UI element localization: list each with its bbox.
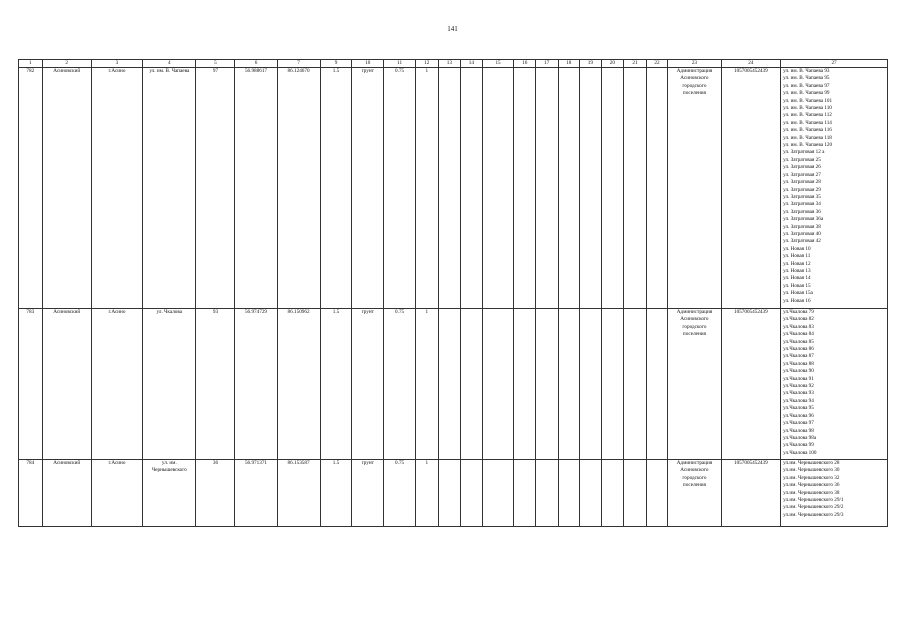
address-line: ул. Новая 16 [783,297,811,304]
address-line: ул.Чкалова 99 [783,442,814,449]
address-line: ул. им. В. Чапаева 95 [783,75,830,82]
table-row [19,68,888,309]
address-line: ул. им. В. Чапаева 120 [783,142,833,149]
cell-c15 [482,68,514,309]
cell-c9: 1.5 [320,460,352,527]
address-line: ул.Чкалова 98 [783,427,814,434]
cell-c11: 0.75 [384,309,416,460]
cell-line: Асиновского [680,75,709,82]
column-header: 10 [352,60,384,68]
cell-c5: 93 [196,309,235,460]
cell-c9: 1.5 [320,68,352,309]
address-line: ул.им. Чернышевского 29/2 [783,504,844,511]
column-header: 13 [438,60,461,68]
address-line: ул.Чкалова 95 [783,405,814,412]
data-table [18,59,888,527]
page-number: 141 [447,25,458,33]
cell-c21 [624,309,647,460]
cell-line: поселения [682,331,706,338]
address-line: ул. Новая 11 [783,253,811,260]
cell-c4: ул. им. В. Чапаева [143,68,196,309]
cell-c4 [143,460,196,527]
address-line: ул. Новая 10 [783,245,811,252]
cell-c1: 784 [19,460,43,527]
address-line: ул. Затратовая 28 [783,179,821,186]
cell-c11: 0.75 [384,68,416,309]
cell-line: Асиновского [680,316,709,323]
column-header: 15 [482,60,514,68]
address-line: ул. им. В. Чапаева 116 [783,127,832,134]
cell-c18 [558,460,580,527]
address-line: ул.Чкалова 97 [783,420,814,427]
cell-c19 [580,460,602,527]
cell-c12: 1 [415,68,438,309]
address-line: ул.Чкалова 86 [783,346,814,353]
cell-line: Администрация [676,460,713,466]
cell-c19 [580,68,602,309]
address-line: ул. им. В. Чапаева 112 [783,112,832,119]
address-line: ул. Затратовая 35 [783,193,821,200]
address-line: ул. Новая 13 [783,267,811,274]
cell-c21 [624,460,647,527]
cell-c17 [535,68,558,309]
cell-line: Чернышевского [151,467,187,474]
address-line: ул.Чкалова 83 [783,323,814,330]
cell-c20 [601,309,624,460]
address-line: ул. Затратовая 29 [783,186,821,193]
column-header: 2 [42,60,91,68]
cell-line: городского [682,82,707,89]
cell-c27 [781,460,888,527]
address-line: ул.им. Чернышевского 28 [783,460,840,466]
address-line: ул.Чкалова 98а [783,434,817,441]
address-line: ул. Новая 12 [783,260,811,267]
cell-c14 [461,460,483,527]
cell-c27 [781,309,888,460]
cell-c2: Асиновский [42,68,91,309]
cell-c13 [438,460,461,527]
cell-c5: 36 [196,460,235,527]
cell-c5: 97 [196,68,235,309]
cell-c3: г.Асино [91,460,142,527]
cell-c18 [558,68,580,309]
cell-c3: г.Асино [91,68,142,309]
column-header: 3 [91,60,142,68]
address-line: ул. им. В. Чапаева 114 [783,119,832,126]
address-line: ул. им. В. Чапаева 101 [783,97,833,104]
cell-c19 [580,309,602,460]
cell-c15 [482,460,514,527]
cell-c10: грунт [352,460,384,527]
table-row [19,460,888,527]
cell-c27 [781,68,888,309]
address-line: ул. им. В. Чапаева 110 [783,105,832,112]
column-header: 11 [384,60,416,68]
column-header: 21 [624,60,647,68]
table-body [19,68,888,527]
cell-c7: 86.124670 [277,68,320,309]
cell-c23 [668,309,721,460]
cell-line: ул. им. [161,460,177,466]
cell-c16 [514,309,536,460]
header-row [19,60,888,68]
address-line: ул. Затратовая 36а [783,216,824,223]
address-line: ул.Чкалова 87 [783,353,814,360]
address-line: ул.им. Чернышевского 30 [783,467,840,474]
cell-c17 [535,309,558,460]
address-line: ул. Затратовая 26 [783,164,821,171]
cell-c21 [624,68,647,309]
cell-c22 [646,460,668,527]
column-header: 12 [415,60,438,68]
column-header: 22 [646,60,668,68]
cell-c14 [461,309,483,460]
column-header: 5 [196,60,235,68]
cell-line: городского [682,323,707,330]
column-header: 14 [461,60,483,68]
cell-c24: 1057005452439 [721,68,781,309]
address-line: ул.Чкалова 92 [783,383,814,390]
cell-c10: грунт [352,68,384,309]
cell-c24: 1057005452439 [721,309,781,460]
cell-c16 [514,68,536,309]
cell-c13 [438,68,461,309]
cell-c13 [438,309,461,460]
cell-c4: ул. Чкалова [143,309,196,460]
address-line: ул.им. Чернышевского 29/3 [783,511,844,518]
column-header: 16 [514,60,536,68]
column-header: 7 [277,60,320,68]
column-header: 18 [558,60,580,68]
address-line: ул.Чкалова 85 [783,338,814,345]
cell-c15 [482,309,514,460]
column-header: 6 [235,60,277,68]
cell-c2: Асиновский [42,309,91,460]
column-header: 19 [580,60,602,68]
cell-c16 [514,460,536,527]
cell-c23 [668,68,721,309]
address-line: ул. Затратовая 36 [783,208,821,215]
cell-c14 [461,68,483,309]
address-line: ул.Чкалова 96 [783,412,814,419]
cell-line: Асиновского [680,467,709,474]
cell-c18 [558,309,580,460]
address-line: ул.Чкалова 88 [783,360,814,367]
cell-line: Администрация [676,68,713,74]
cell-c10: грунт [352,309,384,460]
cell-c6: 56.971371 [235,460,277,527]
address-line: ул.Чкалова 79 [783,309,814,315]
address-line: ул.им. Чернышевского 36 [783,482,840,489]
address-line: ул.им. Чернышевского 29/1 [783,497,844,504]
cell-c1: 783 [19,309,43,460]
column-header: 4 [143,60,196,68]
address-line: ул. Затратовая 38 [783,223,821,230]
address-line: ул.Чкалова 94 [783,397,814,404]
cell-c6: 56.974729 [235,309,277,460]
column-header: 24 [721,60,781,68]
cell-c7: 86.150962 [277,309,320,460]
cell-c12: 1 [415,309,438,460]
address-line: ул. им. В. Чапаева 99 [783,90,830,97]
address-line: ул. Затратовая 42 [783,238,821,245]
cell-c3: г.Асино [91,309,142,460]
address-line: ул.Чкалова 82 [783,316,814,323]
cell-c6: 56.988617 [235,68,277,309]
address-line: ул. Затратовая 34 [783,201,821,208]
table-row [19,309,888,460]
address-line: ул. Затратовая 12 а [783,149,825,156]
cell-c12: 1 [415,460,438,527]
column-header: 1 [19,60,43,68]
address-line: ул.им. Чернышевского 32 [783,474,840,481]
address-line: ул. Новая 14 [783,275,811,282]
address-line: ул. им. В. Чапаева 93 [783,68,830,74]
cell-c9: 1.5 [320,309,352,460]
address-line: ул. Новая 15а [783,290,813,297]
cell-c20 [601,68,624,309]
address-line: ул. им. В. Чапаева 97 [783,82,830,89]
address-line: ул.Чкалова 91 [783,375,814,382]
cell-c7: 86.153587 [277,460,320,527]
column-header: 20 [601,60,624,68]
address-line: ул.Чкалова 84 [783,331,814,338]
cell-c23 [668,460,721,527]
cell-c2: Асиновский [42,460,91,527]
cell-c1: 782 [19,68,43,309]
cell-line: Администрация [676,309,713,315]
address-line: ул. Новая 15 [783,282,811,289]
address-line: ул. Затратовая 25 [783,156,821,163]
address-line: ул. Затратовая 27 [783,171,821,178]
cell-c22 [646,309,668,460]
address-line: ул. им. В. Чапаева 118 [783,134,832,141]
column-header: 23 [668,60,721,68]
column-header: 27 [781,60,888,68]
cell-c11: 0.75 [384,460,416,527]
address-line: ул.им. Чернышевского 38 [783,489,840,496]
address-line: ул.Чкалова 100 [783,449,817,456]
column-header: 9 [320,60,352,68]
cell-line: поселения [682,482,706,489]
address-line: ул. Затратовая 40 [783,230,821,237]
address-line: ул.Чкалова 90 [783,368,814,375]
cell-c24: 1057005452439 [721,460,781,527]
cell-c17 [535,460,558,527]
cell-line: поселения [682,90,706,97]
cell-c22 [646,68,668,309]
address-line: ул.Чкалова 93 [783,390,814,397]
column-header: 17 [535,60,558,68]
cell-line: городского [682,474,707,481]
cell-c20 [601,460,624,527]
